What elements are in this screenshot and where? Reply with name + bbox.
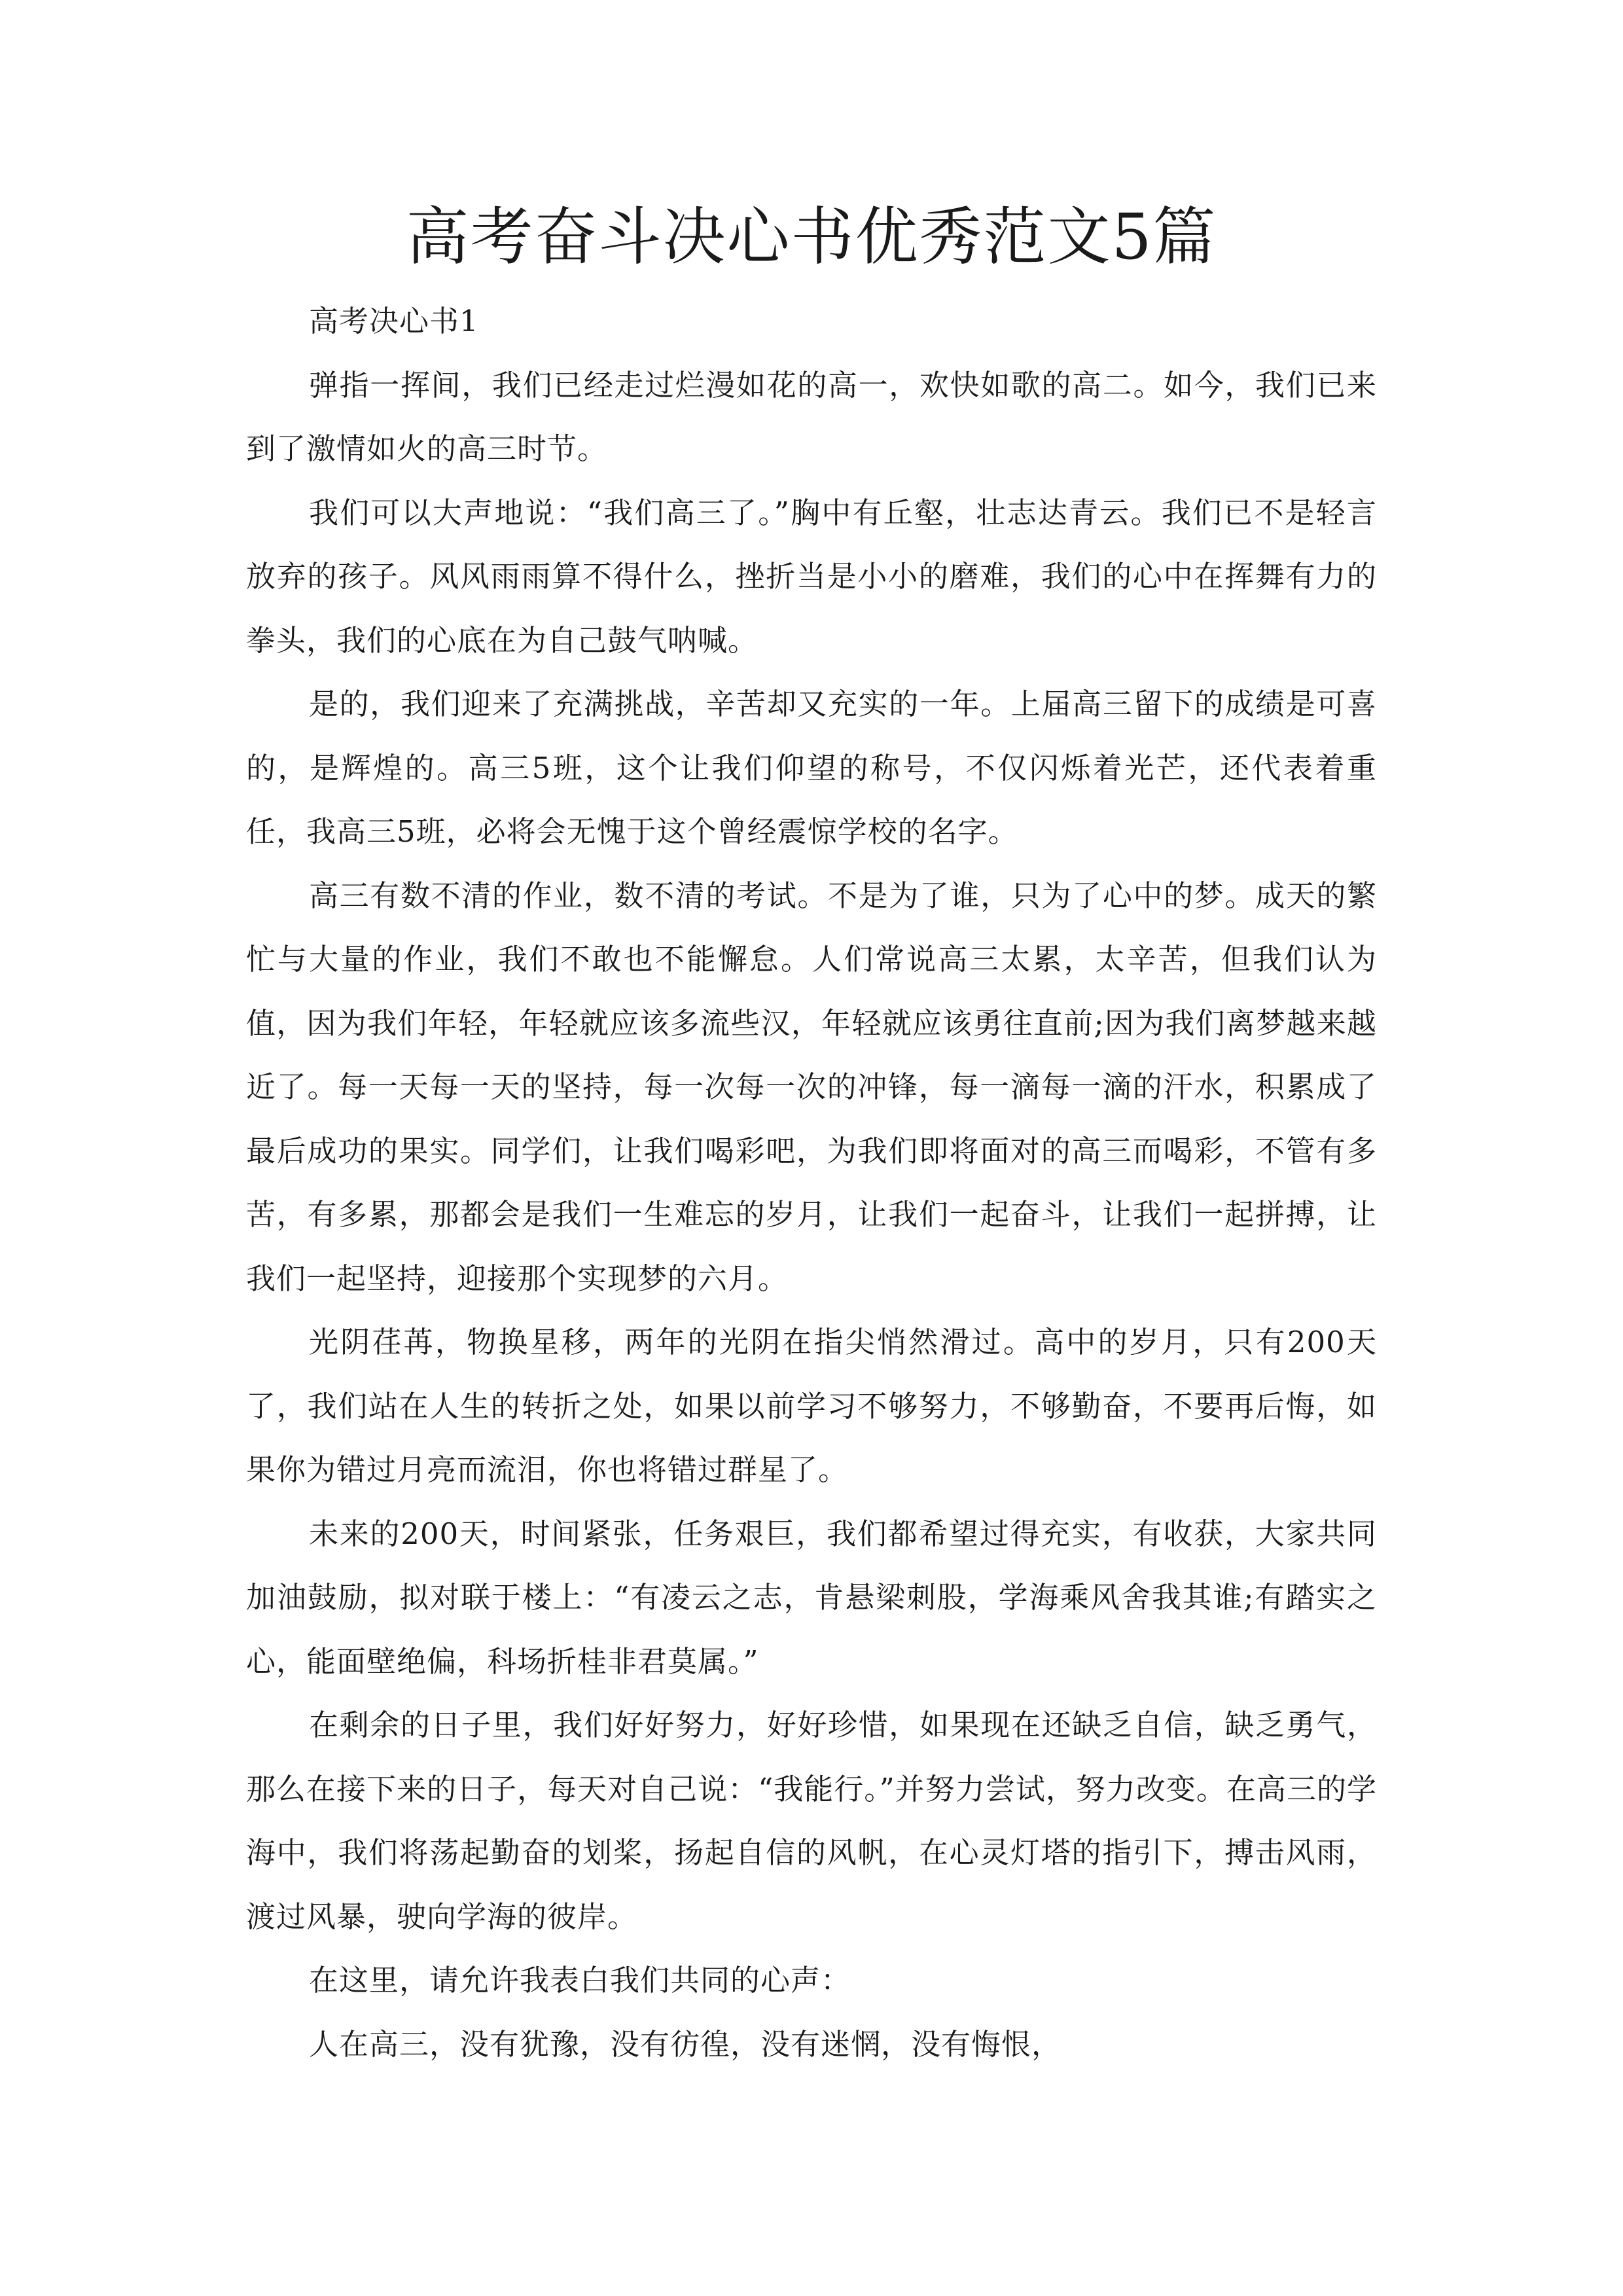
paragraph: 未来的200天，时间紧张，任务艰巨，我们都希望过得充实，有收获，大家共同加油鼓励，拟对联于楼上：“有凌云之志，肯悬梁刺股，学海乘风舍我其谁;有踏实之心，能面壁绝偏，科场折桂非君莫属。” xyxy=(246,1516,1377,1679)
paragraph: 是的，我们迎来了充满挑战，辛苦却又充实的一年。上届高三留下的成绩是可喜的，是辉煌的。高三5班，这个让我们仰望的称号，不仅闪烁着光芒，还代表着重任，我高三5班，必将会无愧于这个曾经震惊学校的名字。 xyxy=(246,687,1377,849)
paragraph: 光阴荏苒，物换星移，两年的光阴在指尖悄然滑过。高中的岁月，只有200天了，我们站在人生的转折之处，如果以前学习不够努力，不够勤奋，不要再后悔，如果你为错过月亮而流泪，你也将错过群星了。 xyxy=(246,1325,1377,1487)
document-body xyxy=(246,289,1377,2076)
paragraph: 在剩余的日子里，我们好好努力，好好珍惜，如果现在还缺乏自信，缺乏勇气，那么在接下来的日子，每天对自己说：“我能行。”并努力尝试，努力改变。在高三的学海中，我们将荡起勤奋的划桨，扬起自信的风帆，在心灵灯塔的指引下，搏击风雨，渡过风暴，驶向学海的彼岸。 xyxy=(246,1708,1377,1934)
paragraph: 弹指一挥间，我们已经走过烂漫如花的高一，欢快如歌的高二。如今，我们已来到了激情如火的高三时节。 xyxy=(246,367,1377,466)
paragraph: 在这里，请允许我表白我们共同的心声： xyxy=(309,1963,851,1998)
document-title: 高考奋斗决心书优秀范文5篇 xyxy=(406,200,1217,274)
section-heading: 高考决心书1 xyxy=(309,304,479,338)
paragraph: 人在高三，没有犹豫，没有彷徨，没有迷惘，没有悔恨， xyxy=(309,2026,1062,2062)
paragraph: 我们可以大声地说：“我们高三了。”胸中有丘壑，壮志达青云。我们已不是轻言放弃的孩子。风风雨雨算不得什么，挫折当是小小的磨难，我们的心中在挥舞有力的拳头，我们的心底在为自己鼓气呐喊。 xyxy=(246,495,1377,658)
paragraph: 高三有数不清的作业，数不清的考试。不是为了谁，只为了心中的梦。成天的繁忙与大量的作业，我们不敢也不能懈怠。人们常说高三太累，太辛苦，但我们认为值，因为我们年轻，年轻就应该多流些汉，年轻就应该勇往直前;因为我们离梦越来越近了。每一天每一天的坚持，每一次每一次的冲锋，每一滴每一滴的汗水，积累成了最后成功的果实。同学们，让我们喝彩吧，为我们即将面对的高三而喝彩，不管有多苦，有多累，那都会是我们一生难忘的岁月，让我们一起奋斗，让我们一起拼搏，让我们一起坚持，迎接那个实现梦的六月。 xyxy=(246,878,1377,1296)
